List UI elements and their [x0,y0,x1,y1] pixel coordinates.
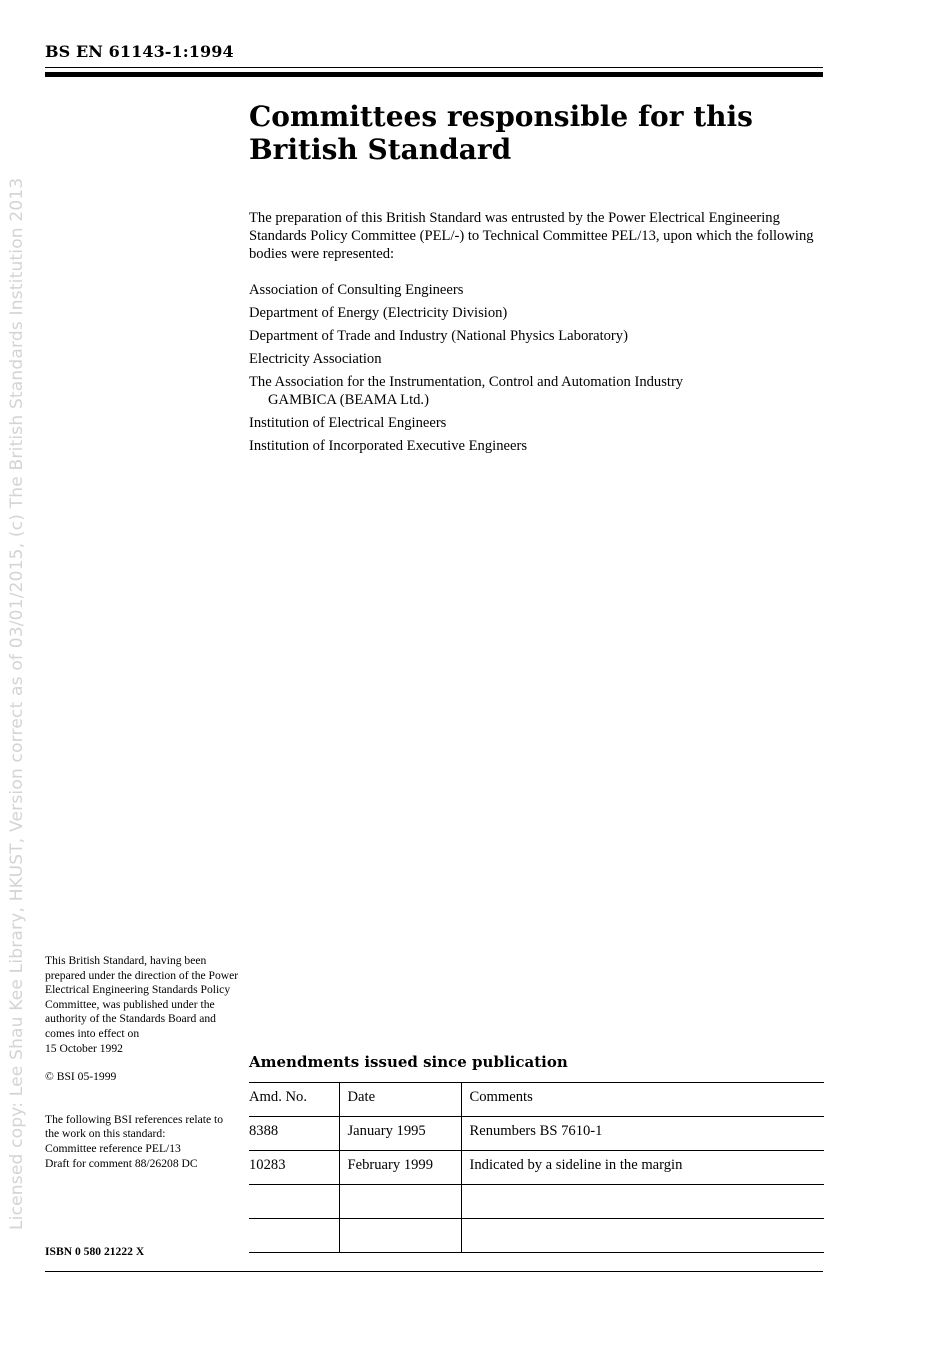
license-watermark: Licensed copy: Lee Shau Kee Library, HKUST, Version correct as of 03/01/2015, (c) The British Standards Institution 2013 [7,177,27,1230]
column-header: Comments [461,1083,824,1117]
represented-bodies-list [249,281,829,455]
amendments-title: Amendments issued since publication [249,1053,568,1071]
committee-reference: Committee reference PEL/13 [45,1141,181,1155]
list-item: Department of Energy (Electricity Division) [249,305,508,321]
list-item: Institution of Electrical Engineers [249,415,447,431]
table-header-row [249,1083,824,1117]
table-row [249,1117,824,1151]
document-code: BS EN 61143-1:1994 [45,42,234,61]
table-cell [339,1185,461,1219]
main-content [249,100,829,460]
amendments-table [249,1082,824,1253]
table-cell [461,1219,824,1253]
table-cell [249,1185,339,1219]
table-cell [339,1219,461,1253]
list-item: The Association for the Instrumentation, Control and Automation Industry GAMBICA (BEAMA Ltd.) [249,373,829,409]
table-cell [249,1219,339,1253]
table-row [249,1185,824,1219]
publication-note: This British Standard, having been prepared under the direction of the Power Electrical Engineering Standards Policy Committee, was published under the authority of the Standards Board and comes into effect on 15 October 1992 [45,954,239,1055]
list-item-continuation: GAMBICA (BEAMA Ltd.) [268,392,429,408]
page-title [249,100,829,166]
title-line-1: Committees responsible for this [249,100,753,133]
isbn: ISBN 0 580 21222 X [45,1245,145,1258]
list-item: Association of Consulting Engineers [249,282,464,298]
column-header: Amd. No. [249,1083,339,1117]
title-line-2: British Standard [249,133,512,166]
table-cell: Indicated by a sideline in the margin [461,1151,824,1185]
table-cell: 10283 [249,1151,339,1185]
footer-rule [45,1271,823,1272]
header-rule-thin [45,67,823,68]
table-row [249,1151,824,1185]
table-cell: January 1995 [339,1117,461,1151]
copyright-notice: © BSI 05-1999 [45,1070,117,1084]
table-cell: 8388 [249,1117,339,1151]
list-item: Electricity Association [249,351,382,367]
publication-sidebar [45,954,240,1171]
table-row [249,1219,824,1253]
column-header: Date [339,1083,461,1117]
effective-date: 15 October 1992 [45,1041,123,1055]
intro-paragraph: The preparation of this British Standard was entrusted by the Power Electrical Engineering Standards Policy Committee (PEL/-) to Technical Committee PEL/13, upon which the following bodies were represented: [249,210,814,262]
list-item: Institution of Incorporated Executive Engineers [249,438,528,454]
table-cell: Renumbers BS 7610-1 [461,1117,824,1151]
table-cell: February 1999 [339,1151,461,1185]
draft-reference: Draft for comment 88/26208 DC [45,1156,198,1170]
bsi-references: The following BSI references relate to the work on this standard: Committee reference PEL/13 Draft for comment 88/26208 DC [45,1112,224,1170]
header-rule-thick [45,72,823,77]
list-item: Department of Trade and Industry (National Physics Laboratory) [249,328,628,344]
table-cell [461,1185,824,1219]
